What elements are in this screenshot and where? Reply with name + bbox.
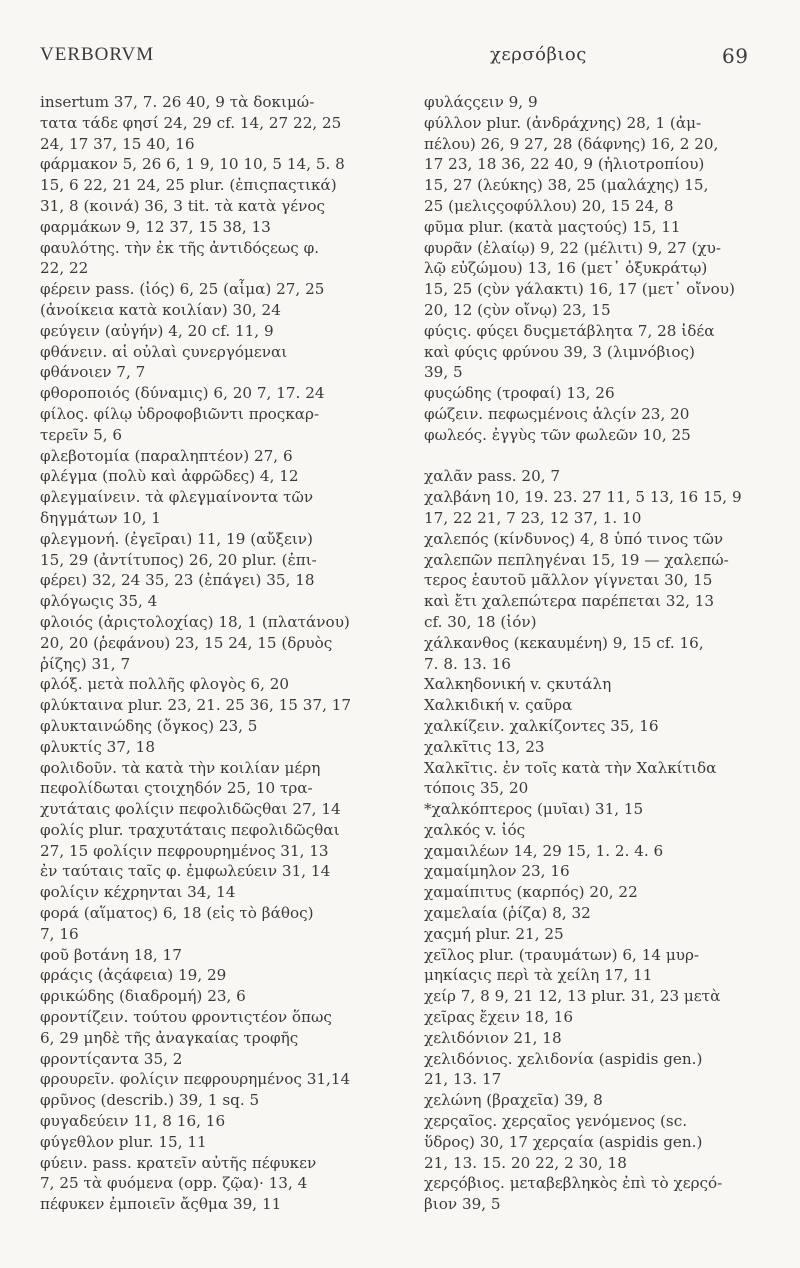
index-line: δηγμάτων 10, 1: [40, 508, 161, 527]
index-line: βιον 39, 5: [424, 1195, 501, 1214]
index-line: φθάνειν. αἱ οὐλαὶ ςυνεργόμεναι: [40, 342, 288, 361]
index-line: χυτάταις φολίςιν πεφολιδῶςθαι 27, 14: [40, 800, 341, 819]
index-line: φοῦ βοτάνη 18, 17: [40, 945, 182, 964]
index-line: 17 23, 18 36, 22 40, 9 (ἡλιοτροπίου): [424, 155, 705, 174]
index-line: 15, 27 (λεύκης) 38, 25 (μαλάχης) 15,: [424, 176, 709, 195]
index-line: *χαλκόπτερος (μυῖαι) 31, 15: [424, 800, 644, 819]
index-line: φλύκταινα plur. 23, 21. 25 36, 15 37, 17: [40, 696, 352, 715]
index-line: 20, 20 (ῥεφάνου) 23, 15 24, 15 (δρυὸς: [40, 633, 333, 652]
index-line: χείρ 7, 8 9, 21 12, 13 plur. 31, 23 μετὰ: [424, 987, 721, 1006]
index-line: χελιδόνιος. χελιδονία (aspidis gen.): [424, 1049, 703, 1068]
index-line: ὕδρος) 30, 17 χερςαία (aspidis gen.): [424, 1132, 703, 1151]
index-line: χελώνη (βραχεῖα) 39, 8: [424, 1091, 603, 1110]
index-line: φώζειν. πεφωςμένοις ἁλςίν 23, 20: [424, 404, 690, 423]
index-line: καὶ φύςις φρύνου 39, 3 (λιμνόβιος): [424, 342, 695, 361]
index-line: φύειν. pass. κρατεῖν αὐτῆς πέφυκεν: [40, 1153, 317, 1172]
index-line: λῷ εὐζώμου) 13, 16 (μετ᾽ ὀξυκράτῳ): [424, 259, 708, 278]
index-line: φλέγμα (πολὺ καὶ ἀφρῶδες) 4, 12: [40, 467, 299, 486]
index-line: πέφυκεν ἐμποιεῖν ἄςθμα 39, 11: [40, 1195, 282, 1214]
index-line: 21, 13. 17: [424, 1070, 502, 1089]
index-line: 7, 25 τὰ φυόμενα (opp. ζῷα)· 13, 4: [40, 1174, 308, 1193]
index-line: φεύγειν (αὐγήν) 4, 20 cf. 11, 9: [40, 321, 274, 340]
index-line: φῦμα plur. (κατὰ μαςτούς) 15, 11: [424, 217, 681, 236]
index-line: φέρει) 32, 24 35, 23 (ἐπάγει) 35, 18: [40, 571, 315, 590]
index-line: φαρμάκων 9, 12 37, 15 38, 13: [40, 217, 271, 236]
index-line: χαλκός v. ἰός: [424, 820, 526, 839]
index-line: χελιδόνιον 21, 18: [424, 1028, 562, 1047]
index-line: 31, 8 (κοινά) 36, 3 tit. τὰ κατὰ γένος: [40, 196, 325, 215]
index-line: πεφολίδωται ςτοιχηδόν 25, 10 τρα-: [40, 779, 313, 798]
index-line: φυλάςςειν 9, 9: [424, 93, 538, 111]
index-line: χαλᾶν pass. 20, 7: [424, 467, 561, 486]
index-line: 20, 12 (ςὺν οἴνῳ) 23, 15: [424, 300, 611, 319]
index-line: φλεγμαίνειν. τὰ φλεγμαίνοντα τῶν: [40, 488, 314, 507]
index-line: φλόγωςις 35, 4: [40, 592, 158, 611]
index-line: φολιδοῦν. τὰ κατὰ τὴν κοιλίαν μέρη: [40, 758, 321, 777]
running-head-left: VERBORVM: [40, 44, 155, 65]
index-line: Χαλκηδονική v. ςκυτάλη: [424, 675, 612, 694]
index-line: χεῖρας ἔχειν 18, 16: [424, 1008, 574, 1027]
index-line: 15, 6 22, 21 24, 25 plur. (ἐπιςπαςτικά): [40, 176, 337, 195]
index-line: φέρειν pass. (ἰός) 6, 25 (αἷμα) 27, 25: [40, 280, 325, 299]
index-column-left: [40, 92, 380, 1215]
index-line: φολίς plur. τραχυτάταις πεφολιδῶςθαι: [40, 820, 340, 839]
index-line: 21, 13. 15. 20 22, 2 30, 18: [424, 1153, 627, 1172]
index-line: insertum 37, 7. 26 40, 9 τὰ δοκιμώ-: [40, 93, 315, 111]
index-line: 25 (μελιςςοφύλλου) 20, 15 24, 8: [424, 196, 674, 215]
index-line: φολίςιν κέχρηνται 34, 14: [40, 883, 236, 902]
index-line: 27, 15 φολίςιν πεφρουρημένος 31, 13: [40, 841, 329, 860]
index-line: τόποις 35, 20: [424, 779, 529, 798]
index-line: φυρᾶν (ἐλαίῳ) 9, 22 (μέλιτι) 9, 27 (χυ-: [424, 238, 721, 257]
index-line: φυςώδης (τροφαί) 13, 26: [424, 384, 615, 403]
index-line: χεῖλος plur. (τραυμάτων) 6, 14 μυρ-: [424, 945, 700, 964]
index-line: ἐν ταύταις ταῖς φ. ἐμφωλεύειν 31, 14: [40, 862, 331, 881]
index-line: φύλλον plur. (ἀνδράχνης) 28, 1 (ἀμ-: [424, 113, 702, 132]
index-line: φίλος. φίλῳ ὑδροφοβιῶντι προςκαρ-: [40, 404, 320, 423]
index-line: τερος ἑαυτοῦ μᾶλλον γίγνεται 30, 15: [424, 571, 713, 590]
index-line: χαλεπός (κίνδυνος) 4, 8 ὑπό τινος τῶν: [424, 529, 724, 548]
index-line: φάρμακον 5, 26 6, 1 9, 10 10, 5 14, 5. 8: [40, 155, 345, 174]
index-line: φυγαδεύειν 11, 8 16, 16: [40, 1112, 226, 1131]
index-line: χερςαῖος. χερςαῖος γενόμενος (sc.: [424, 1112, 688, 1131]
index-line: χαμαίπιτυς (καρπός) 20, 22: [424, 883, 638, 902]
index-line: φλυκταινώδης (ὄγκος) 23, 5: [40, 716, 258, 735]
index-line: 39, 5: [424, 363, 463, 382]
index-line: ῥίζης) 31, 7: [40, 654, 131, 673]
index-line: χαμελαία (ῥίζα) 8, 32: [424, 904, 591, 923]
running-head-center: χερσόβιος: [490, 44, 587, 65]
index-line: φορά (αἵματος) 6, 18 (εἰς τὸ βάθος): [40, 904, 314, 923]
index-line: 6, 29 μηδὲ τῆς ἀναγκαίας τροφῆς: [40, 1028, 299, 1047]
index-line: καὶ ἔτι χαλεπώτερα παρέπεται 32, 13: [424, 592, 715, 611]
index-line: φλεβοτομία (παραληπτέον) 27, 6: [40, 446, 293, 465]
index-line: 15, 29 (ἀντίτυπος) 26, 20 plur. (ἐπι-: [40, 550, 317, 569]
index-line: 17, 22 21, 7 23, 12 37, 1. 10: [424, 508, 642, 527]
index-line: χαλβάνη 10, 19. 23. 27 11, 5 13, 16 15, 9: [424, 488, 742, 507]
index-line: φωλεός. ἐγγὺς τῶν φωλεῶν 10, 25: [424, 425, 691, 444]
index-line: φρῦνος (describ.) 39, 1 sq. 5: [40, 1091, 260, 1110]
index-line: χαλεπῶν πεπληγέναι 15, 19 — χαλεπώ-: [424, 550, 729, 569]
index-line: χερςόβιος. μεταβεβληκὸς ἐπὶ τὸ χερςό-: [424, 1174, 723, 1193]
index-line: φθάνοιεν 7, 7: [40, 363, 146, 382]
index-line: χάλκανθος (κεκαυμένη) 9, 15 cf. 16,: [424, 633, 704, 652]
index-line: (ἀνοίκεια κατὰ κοιλίαν) 30, 24: [40, 300, 281, 319]
index-line: φύςις. φύςει δυςμετάβλητα 7, 28 ἰδέα: [424, 321, 715, 340]
index-line: μηκίαςις περὶ τὰ χείλη 17, 11: [424, 966, 653, 985]
index-line: φαυλότης. τὴν ἐκ τῆς ἀντιδόςεως φ.: [40, 238, 320, 257]
index-line: χαμαίμηλον 23, 16: [424, 862, 570, 881]
index-line: χαλκῖτις 13, 23: [424, 737, 545, 756]
page-number: 69: [722, 44, 749, 68]
section-gap: [424, 446, 764, 467]
index-line: φλοιός (ἀριςτολοχίας) 18, 1 (πλατάνου): [40, 612, 350, 631]
index-line: τερεῖν 5, 6: [40, 425, 123, 444]
index-column-right: [424, 92, 764, 1215]
index-line: χαςμή plur. 21, 25: [424, 924, 564, 943]
index-line: 7. 8. 13. 16: [424, 654, 511, 673]
index-line: φλυκτίς 37, 18: [40, 737, 155, 756]
index-line: φρουρεῖν. φολίςιν πεφρουρημένος 31,14: [40, 1070, 351, 1089]
index-line: χαλκίζειν. χαλκίζοντες 35, 16: [424, 716, 659, 735]
index-line: 22, 22: [40, 259, 89, 278]
index-line: φλεγμονή. (ἐγεῖραι) 11, 19 (αὔξειν): [40, 529, 313, 548]
index-line: πέλου) 26, 9 27, 28 (δάφνης) 16, 2 20,: [424, 134, 719, 153]
index-line: φθοροποιός (δύναμις) 6, 20 7, 17. 24: [40, 384, 325, 403]
index-line: φροντίζειν. τούτου φροντιςτέον ὅπως: [40, 1008, 332, 1027]
index-line: 15, 25 (ςὺν γάλακτι) 16, 17 (μετ᾽ οἴνου): [424, 280, 735, 299]
index-line: 24, 17 37, 15 40, 16: [40, 134, 195, 153]
index-line: Χαλκιδική v. ςαῦρα: [424, 696, 573, 715]
index-line: φύγεθλον plur. 15, 11: [40, 1132, 207, 1151]
index-line: φρικώδης (διαδρομή) 23, 6: [40, 987, 246, 1006]
index-line: Χαλκῖτις. ἐν τοῖς κατὰ τὴν Χαλκίτιδα: [424, 758, 717, 777]
index-line: χαμαιλέων 14, 29 15, 1. 2. 4. 6: [424, 841, 664, 860]
index-line: φράςις (ἀςάφεια) 19, 29: [40, 966, 227, 985]
index-line: φλόξ. μετὰ πολλῆς φλογὸς 6, 20: [40, 675, 290, 694]
index-line: cf. 30, 18 (ἰόν): [424, 612, 537, 631]
index-line: τατα τάδε φησί 24, 29 cf. 14, 27 22, 25: [40, 113, 342, 132]
index-line: 7, 16: [40, 924, 79, 943]
index-line: φροντίςαντα 35, 2: [40, 1049, 183, 1068]
